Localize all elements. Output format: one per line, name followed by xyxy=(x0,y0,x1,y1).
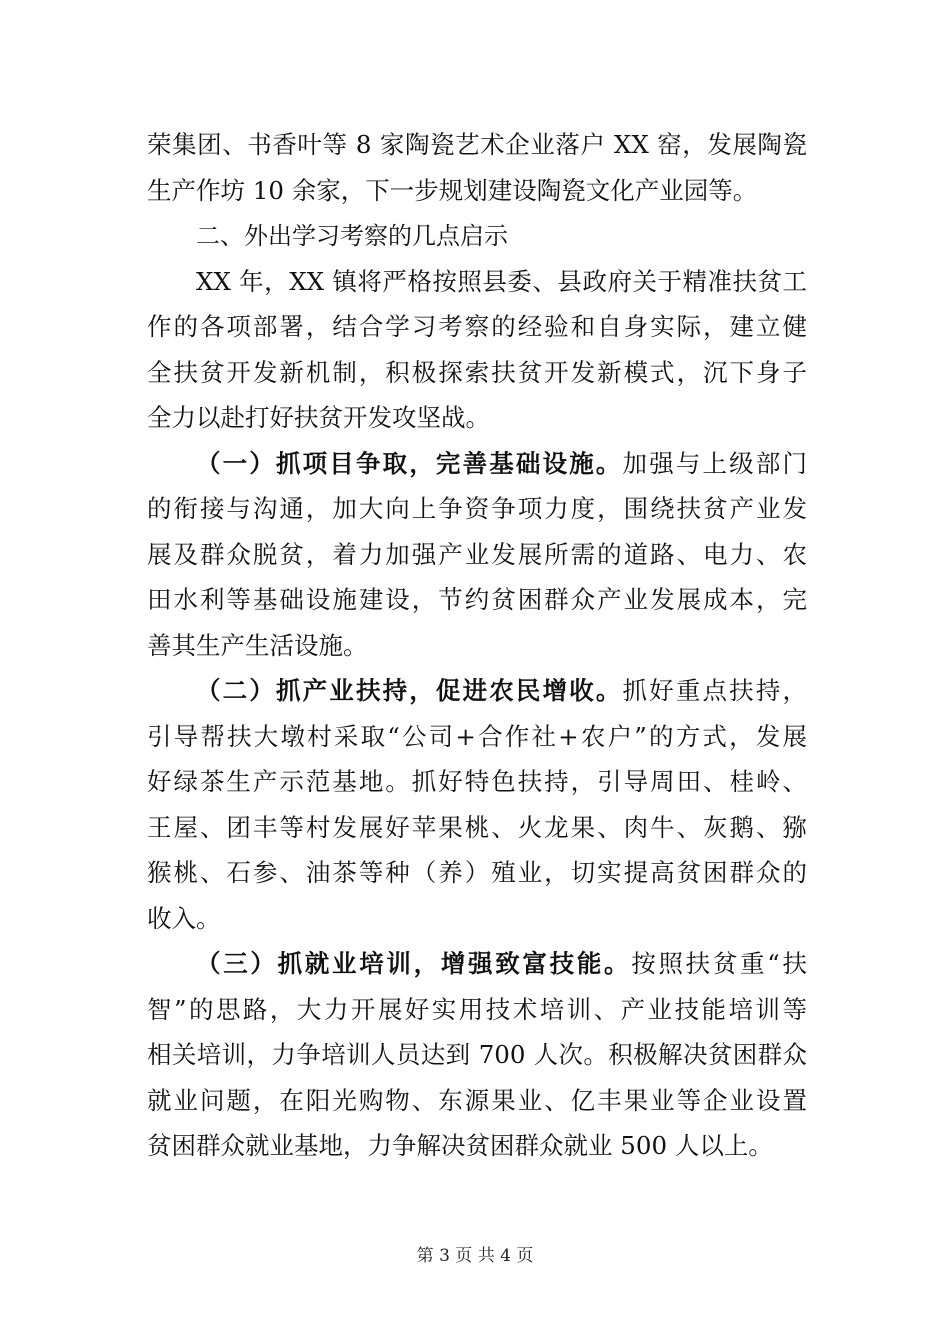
subsection-first-line xyxy=(147,441,807,487)
subsection-lead: （三）抓就业培训，增强致富技能。 xyxy=(196,949,632,978)
subsection-lead: （一）抓项目争取，完善基础设施。 xyxy=(196,448,623,478)
body-line: 作的各项部署，结合学习考察的经验和自身实际，建立健 xyxy=(147,312,807,341)
body-line: 相关培训，力争培训人员达到 700 人次。积极解决贫困群众 xyxy=(147,1040,807,1069)
subsection-lead: （二）抓产业扶持，促进农民增收。 xyxy=(196,676,623,705)
section-heading xyxy=(147,213,807,259)
body-line: 全力以赴打好扶贫开发攻坚战。 xyxy=(147,403,490,432)
body-line: 猴桃、石参、油茶等种（养）殖业，切实提高贫困群众的 xyxy=(147,858,807,887)
body-line: 收入。 xyxy=(147,903,221,933)
body-line: 就业问题，在阳光购物、东源果业、亿丰果业等企业设置 xyxy=(147,1085,807,1115)
body-line: 智”的思路，大力开展好实用技术培训、产业技能培训等 xyxy=(147,994,807,1024)
body-line: 王屋、团丰等村发展好苹果桃、火龙果、肉牛、灰鹅、猕 xyxy=(147,812,807,842)
document-body xyxy=(147,122,807,1169)
body-line: 的衔接与沟通，加大向上争资争项力度，围绕扶贫产业发 xyxy=(147,494,807,523)
body-line: 引导帮扶大墩村采取“公司+合作社+农户”的方式，发展 xyxy=(147,721,807,751)
body-line: 贫困群众就业基地，力争解决贫困群众就业 500 人以上。 xyxy=(147,1131,773,1160)
body-line: 善其生产生活设施。 xyxy=(147,630,368,660)
section-heading-text: 二、外出学习考察的几点启示 xyxy=(196,222,508,250)
body-line: 全扶贫开发新机制，积极探索扶贫开发新模式，沉下身子 xyxy=(147,357,807,387)
subsection-lead-rest: 抓好重点扶持， xyxy=(622,676,808,705)
page-footer: 第 3 页 共 4 页 xyxy=(416,1246,534,1266)
subsection-lead-rest: 加强与上级部门 xyxy=(622,448,808,478)
subsection-first-line xyxy=(147,668,807,714)
body-line: XX 年，XX 镇将严格按照县委、县政府关于精准扶贫工 xyxy=(196,266,807,296)
subsection-lead-rest: 按照扶贫重“扶 xyxy=(631,949,807,978)
body-line: 田水利等基础设施建设，节约贫困群众产业发展成本，完 xyxy=(147,585,807,614)
body-line: 生产作坊 10 余家，下一步规划建设陶瓷文化产业园等。 xyxy=(147,175,758,205)
body-line: 荣集团、书香叶等 8 家陶瓷艺术企业落户 XX 窑，发展陶瓷 xyxy=(147,130,807,159)
body-line: 展及群众脱贫，着力加强产业发展所需的道路、电力、农 xyxy=(147,539,807,569)
subsection-first-line xyxy=(147,941,807,987)
body-line: 好绿茶生产示范基地。抓好特色扶持，引导周田、桂岭、 xyxy=(147,767,807,796)
